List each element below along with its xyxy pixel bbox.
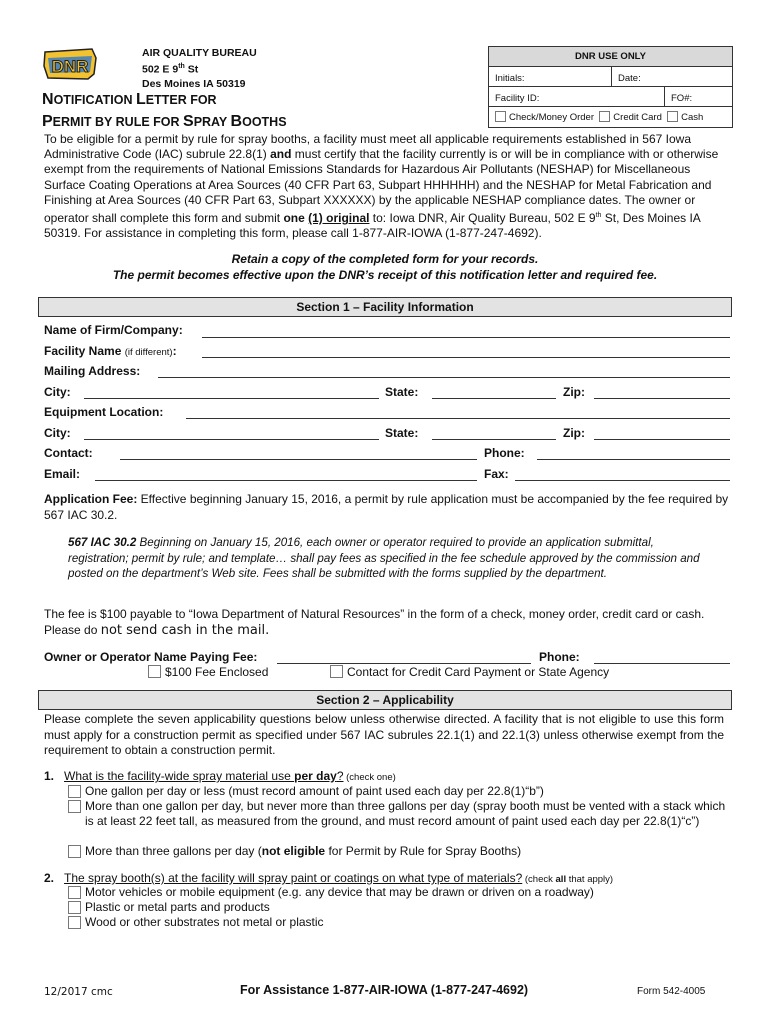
form-title: NOTIFICATION LETTER FOR PERMIT BY RULE FOR SPRAY BOOTHS <box>42 91 287 130</box>
footer-form-number: Form 542-4005 <box>637 986 706 997</box>
fo-number-field[interactable]: FO#: <box>664 87 732 106</box>
email-input[interactable] <box>95 480 477 481</box>
q1-option-1: One gallon per day or less (must record amount of paint used each day per 22.8(1)“b”) <box>68 784 728 799</box>
fax-label: Fax: <box>484 467 509 481</box>
cash-label: Cash <box>681 112 704 123</box>
equipment-city-label: City: <box>44 426 71 440</box>
equipment-state-input[interactable] <box>432 439 556 440</box>
facility-name-input[interactable] <box>202 357 730 358</box>
equipment-zip-label: Zip: <box>563 426 585 440</box>
q1-option-3: More than three gallons per day (not eligible for Permit by Rule for Spray Booths) <box>68 844 728 859</box>
state-label: State: <box>385 385 419 399</box>
dnr-logo <box>42 46 98 82</box>
equipment-location-label: Equipment Location: <box>44 405 164 419</box>
retain-notice: Retain a copy of the completed form for your records. The permit becomes effective upon the DNR’s receipt of this notification letter and required fee. <box>112 252 658 282</box>
facility-name-label: Facility Name (if different): <box>44 344 177 358</box>
credit-card-contact-option: Contact for Credit Card Payment or State Agency <box>330 665 609 679</box>
intro-paragraph: To be eligible for a permit by rule for spray booths, a facility must meet all applicable requirements established in 567 Iowa Administrative Code (IAC) subrule 22.8(1) and must certify that the facility currently is or will be in compliance with or otherwise exempt from the requirements of National Emissions Standards for Hazardous Air Pollutants (NESHAP) for Miscellaneous Surface Coating Operations at Area Sources (40 CFR Part 63, Subpart HHHHHH) and the NESHAP for Metal Fabrication and Finishing at Area Sources (40 CFR Part 63, Subpart XXXXXX) by the applicable NESHAP compliance dates. The owner or operator shall complete this form and submit one (1) original to: Iowa DNR, Air Quality Bureau, 502 E 9th St, Des Moines IA 50319. For assistance in completing this form, please call 1-877-AIR-IOWA (1-877-247-4692). <box>44 132 719 241</box>
footer-date: 12/2017 cmc <box>44 986 113 998</box>
check-money-order-checkbox[interactable] <box>495 111 506 122</box>
owner-phone-label: Phone: <box>539 650 580 664</box>
section1-header: Section 1 – Facility Information <box>38 297 732 317</box>
q2-option-3: Wood or other substrates not metal or plastic <box>68 915 728 930</box>
check-money-order-label: Check/Money Order <box>509 112 595 123</box>
city-input[interactable] <box>84 398 379 399</box>
contact-label: Contact: <box>44 446 93 460</box>
state-input[interactable] <box>432 398 556 399</box>
credit-card-label: Credit Card <box>613 112 662 123</box>
agency-street: 502 E 9th St <box>142 63 199 76</box>
q2-option-3-checkbox[interactable] <box>68 916 81 929</box>
facility-id-field[interactable]: Facility ID: <box>495 93 540 104</box>
footer-assistance: For Assistance 1-877-AIR-IOWA (1-877-247-4692) <box>240 983 529 997</box>
equipment-state-label: State: <box>385 426 419 440</box>
q2-option-2-checkbox[interactable] <box>68 901 81 914</box>
section2-header: Section 2 – Applicability <box>38 690 732 710</box>
owner-phone-input[interactable] <box>594 663 730 664</box>
rule-quote: 567 IAC 30.2 Beginning on January 15, 2016, each owner or operator required to provide an application submittal, registration; permit by rule; and template… shall pay fees as specified in the fee schedule approved by the commission and posted on the department’s Web site. Fees shall be submitted with the forms supplied by the department. <box>68 536 700 580</box>
q2-option-1-checkbox[interactable] <box>68 886 81 899</box>
agency-address <box>142 46 257 91</box>
mailing-address-label: Mailing Address: <box>44 364 141 378</box>
fee-enclosed-checkbox[interactable] <box>148 665 161 678</box>
equipment-city-input[interactable] <box>84 439 379 440</box>
date-field[interactable]: Date: <box>611 67 732 86</box>
fee-enclosed-option: $100 Fee Enclosed <box>148 665 268 679</box>
agency-city: Des Moines IA 50319 <box>142 77 246 90</box>
owner-paying-input[interactable] <box>277 663 531 664</box>
mailing-address-input[interactable] <box>158 377 730 378</box>
q1-option-3-checkbox[interactable] <box>68 845 81 858</box>
credit-card-contact-checkbox[interactable] <box>330 665 343 678</box>
email-label: Email: <box>44 467 81 481</box>
zip-input[interactable] <box>594 398 730 399</box>
city-label: City: <box>44 385 71 399</box>
firm-input[interactable] <box>202 337 730 338</box>
firm-label: Name of Firm/Company: <box>44 323 183 337</box>
question-2: 2. The spray booth(s) at the facility will spray paint or coatings on what type of materials? (check all that apply) <box>44 871 614 885</box>
phone-input[interactable] <box>537 459 730 460</box>
credit-card-checkbox[interactable] <box>599 111 610 122</box>
q2-option-1: Motor vehicles or mobile equipment (e.g. any device that may be drawn or driven on a roadway) <box>68 885 728 900</box>
owner-paying-label: Owner or Operator Name Paying Fee: <box>44 650 258 664</box>
dnr-use-header: DNR USE ONLY <box>489 47 732 67</box>
phone-label: Phone: <box>484 446 525 460</box>
q1-option-2: More than one gallon per day, but never more than three gallons per day (spray booth must be vented with a stack which is at least 22 feet tall, as measured from the ground, and must record amount of paint used each day per 22.8(1)“c”) <box>68 799 728 829</box>
q1-option-1-checkbox[interactable] <box>68 785 81 798</box>
fee-paragraph: The fee is $100 payable to “Iowa Department of Natural Resources” in the form of a check, money order, credit card or cash. Please do not send cash in the mail. <box>44 607 705 638</box>
equipment-location-input[interactable] <box>186 418 730 419</box>
dnr-use-only-box <box>488 46 733 128</box>
q2-option-2: Plastic or metal parts and products <box>68 900 728 915</box>
fax-input[interactable] <box>515 480 730 481</box>
zip-label: Zip: <box>563 385 585 399</box>
application-fee-paragraph: Application Fee: Effective beginning January 15, 2016, a permit by rule application must be accompanied by the fee required by 567 IAC 30.2. <box>44 492 729 522</box>
question-1: 1. What is the facility-wide spray material use per day? (check one) <box>44 769 396 783</box>
svg-text:DNR: DNR <box>51 57 89 76</box>
q1-option-2-checkbox[interactable] <box>68 800 81 813</box>
contact-input[interactable] <box>120 459 477 460</box>
section2-intro: Please complete the seven applicability questions below unless otherwise directed. A facility that is not eligible to use this form must apply for a construction permit as specified under 567 IAC subrules 22.1(1) and 22.1(3) unless otherwise exempt from the requirement to obtain a construction permit. <box>44 712 724 757</box>
equipment-zip-input[interactable] <box>594 439 730 440</box>
initials-field[interactable]: Initials: <box>495 73 525 84</box>
cash-checkbox[interactable] <box>667 111 678 122</box>
agency-name: AIR QUALITY BUREAU <box>142 47 257 59</box>
